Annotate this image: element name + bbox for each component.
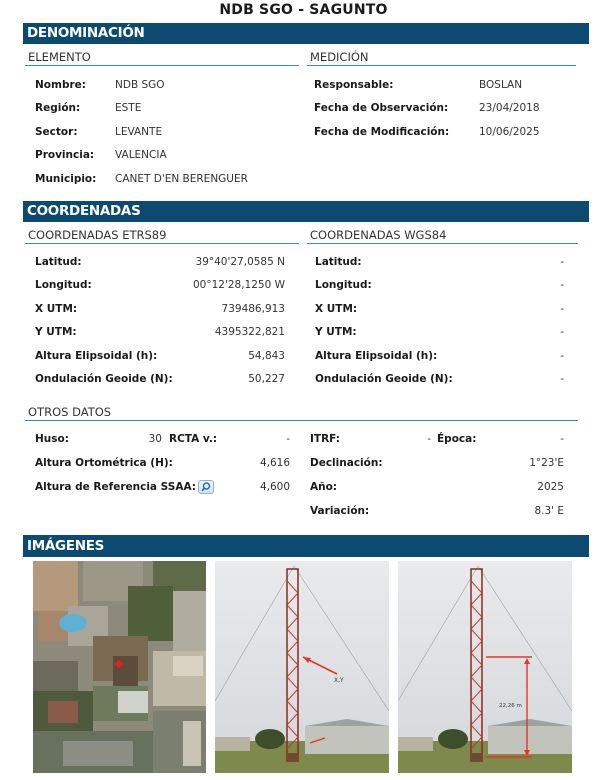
tower-photo-height [398,561,572,773]
wgs-altura-value: - [560,350,564,362]
wgs-longitud-value: - [560,279,564,291]
etrs-yutm-value: 4395322,821 [214,326,285,338]
variacion-value: 8.3' E [534,505,564,517]
wgs-ondulacion-label: Ondulación Geoide (N): [315,373,453,385]
wgs-latitud-value: - [560,256,564,268]
wgs-latitud-label: Latitud: [315,256,362,268]
altura-referencia-value: 4,600 [259,481,290,493]
section-denominacion: DENOMINACIÓN [23,23,589,44]
wgs-longitud-label: Longitud: [315,279,372,291]
wgs-yutm-value: - [560,326,564,338]
huso-value: 30 [148,433,162,445]
sector-value: LEVANTE [115,126,163,138]
height-annotation: 22,26 m [499,703,522,709]
epoca-label: Época: [437,433,477,445]
page-title: NDB SGO - SAGUNTO [219,2,388,18]
etrs-ondulacion-label: Ondulación Geoide (N): [35,373,173,385]
responsable-label: Responsable: [314,79,394,91]
huso-label: Huso: [35,433,69,445]
otros-datos-header: OTROS DATOS [25,405,578,421]
fecha-modificacion-value: 10/06/2025 [479,126,540,138]
wgs-xutm-label: X UTM: [315,303,358,315]
wgs-xutm-value: - [560,303,564,315]
declinacion-value: 1°23'E [529,457,564,469]
anio-value: 2025 [537,481,564,493]
etrs-latitud-label: Latitud: [35,256,82,268]
xy-annotation: X,Y [334,677,344,684]
altura-ortometrica-value: 4,616 [259,457,290,469]
tower-photo-xy [215,561,389,773]
municipio-value: CANET D'EN BERENGUER [115,173,248,185]
search-button[interactable] [198,480,214,494]
fecha-observacion-value: 23/04/2018 [479,102,540,114]
itrf-value: - [427,433,431,445]
etrs-xutm-label: X UTM: [35,303,78,315]
municipio-label: Municipio: [35,173,97,185]
etrs-latitud-value: 39°40'27,0585 N [195,256,285,268]
etrs-altura-value: 54,843 [248,350,285,362]
etrs-ondulacion-value: 50,227 [248,373,285,385]
etrs-xutm-value: 739486,913 [221,303,285,315]
responsable-value: BOSLAN [479,79,523,91]
etrs-altura-label: Altura Elipsoidal (h): [35,350,158,362]
region-label: Región: [35,102,81,114]
rcta-label: RCTA v.: [169,433,218,445]
fecha-modificacion-label: Fecha de Modificación: [314,126,450,138]
itrf-label: ITRF: [310,433,340,445]
nombre-value: NDB SGO [115,79,165,91]
aerial-photo [33,561,206,773]
wgs-altura-label: Altura Elipsoidal (h): [315,350,438,362]
section-coordenadas: COORDENADAS [23,201,589,222]
epoca-value: - [560,433,564,445]
sector-label: Sector: [35,126,78,138]
altura-referencia-label: Altura de Referencia SSAA: [35,481,196,493]
anio-label: Año: [310,481,338,493]
etrs89-header: COORDENADAS ETRS89 [25,228,299,244]
wgs-ondulacion-value: - [560,373,564,385]
region-value: ESTE [115,102,142,114]
fecha-observacion-label: Fecha de Observación: [314,102,449,114]
medicion-header: MEDICIÓN [307,50,576,66]
declinacion-label: Declinación: [310,457,383,469]
wgs84-header: COORDENADAS WGS84 [307,228,578,244]
wgs-yutm-label: Y UTM: [315,326,357,338]
altura-ortometrica-label: Altura Ortométrica (H): [35,457,173,469]
etrs-longitud-label: Longitud: [35,279,92,291]
elemento-header: ELEMENTO [25,50,299,66]
etrs-yutm-label: Y UTM: [35,326,77,338]
magnifier-icon [199,481,213,493]
variacion-label: Variación: [310,505,370,517]
provincia-label: Provincia: [35,149,95,161]
etrs-longitud-value: 00°12'28,1250 W [193,279,285,291]
nombre-label: Nombre: [35,79,86,91]
rcta-value: - [286,433,290,445]
provincia-value: VALENCIA [115,149,167,161]
section-imagenes: IMÁGENES [23,535,589,557]
